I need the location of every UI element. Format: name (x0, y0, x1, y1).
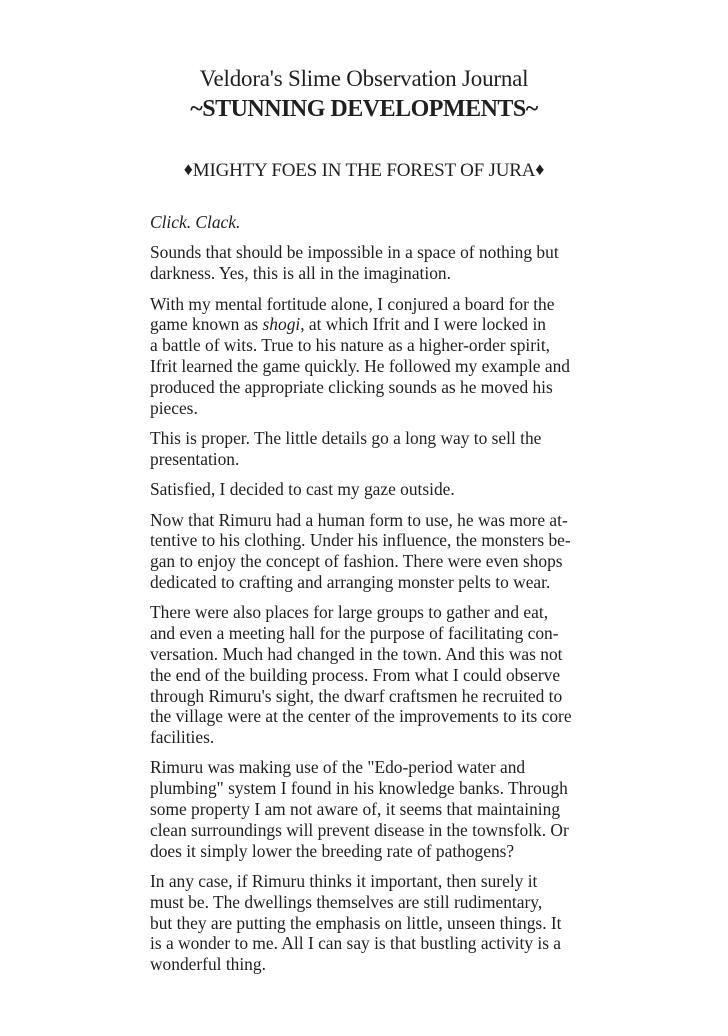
chapter-heading-text: MIGHTY FOES IN THE FOREST OF JURA (192, 160, 536, 181)
paragraph: Click. Clack. (150, 212, 241, 232)
page-body (150, 212, 590, 985)
paragraph: There were also places for large groups to gather and eat, and even a meeting hall for the purpose of facilitating con- versation. Much had changed in the town. And this was not the end of the building process. From what I could observe through Rimuru's sight, the dwarf craftsmen he recruited to the village were at the center of the improvements to its core facilities. (150, 602, 572, 748)
paragraph: This is proper. The little details go a long way to sell the presentation. (150, 427, 542, 469)
paragraph: With my mental fortitude alone, I conjured a board for the game known as shogi, at which Ifrit and I were locked in a battle of wits. True to his nature as a higher-order spirit, Ifrit learned the game quickly. He followed my example and produced the appropriate clicking sounds as he moved his pieces. (150, 293, 570, 418)
paragraph: Rimuru was making use of the "Edo-period water and plumbing" system I found in his knowledge banks. Through some property I am not aware of, it seems that maintaining clean surroundings will prevent disease in the townsfolk. Or does it simply lower the breeding rate of pathogens? (150, 757, 569, 861)
paragraph: In any case, if Rimuru thinks it important, then surely it must be. The dwellings themselves are still rudimentary, but they are putting the emphasis on little, unseen things. It is a wonder to me. All I can say is that bustling activity is a wonderful thing. (150, 871, 562, 975)
paragraph: Now that Rimuru had a human form to use, he was more at- tentive to his clothing. Under his influence, the monsters be- gan to enjoy the concept of fashion. There were even shops dedicated to crafting and arranging monster pelts to wear. (150, 509, 571, 592)
paragraph: Satisfied, I decided to cast my gaze outside. (150, 479, 455, 500)
chapter-heading (0, 157, 728, 184)
series-title: Veldora's Slime Observation Journal (199, 66, 529, 91)
diamond-left-icon: ♦ (183, 159, 193, 179)
diamond-right-icon: ♦ (535, 159, 545, 179)
page-header (0, 64, 728, 184)
volume-title: ~STUNNING DEVELOPMENTS~ (190, 96, 538, 122)
paragraph: Sounds that should be impossible in a space of nothing but darkness. Yes, this is all in the imagination. (150, 242, 559, 284)
